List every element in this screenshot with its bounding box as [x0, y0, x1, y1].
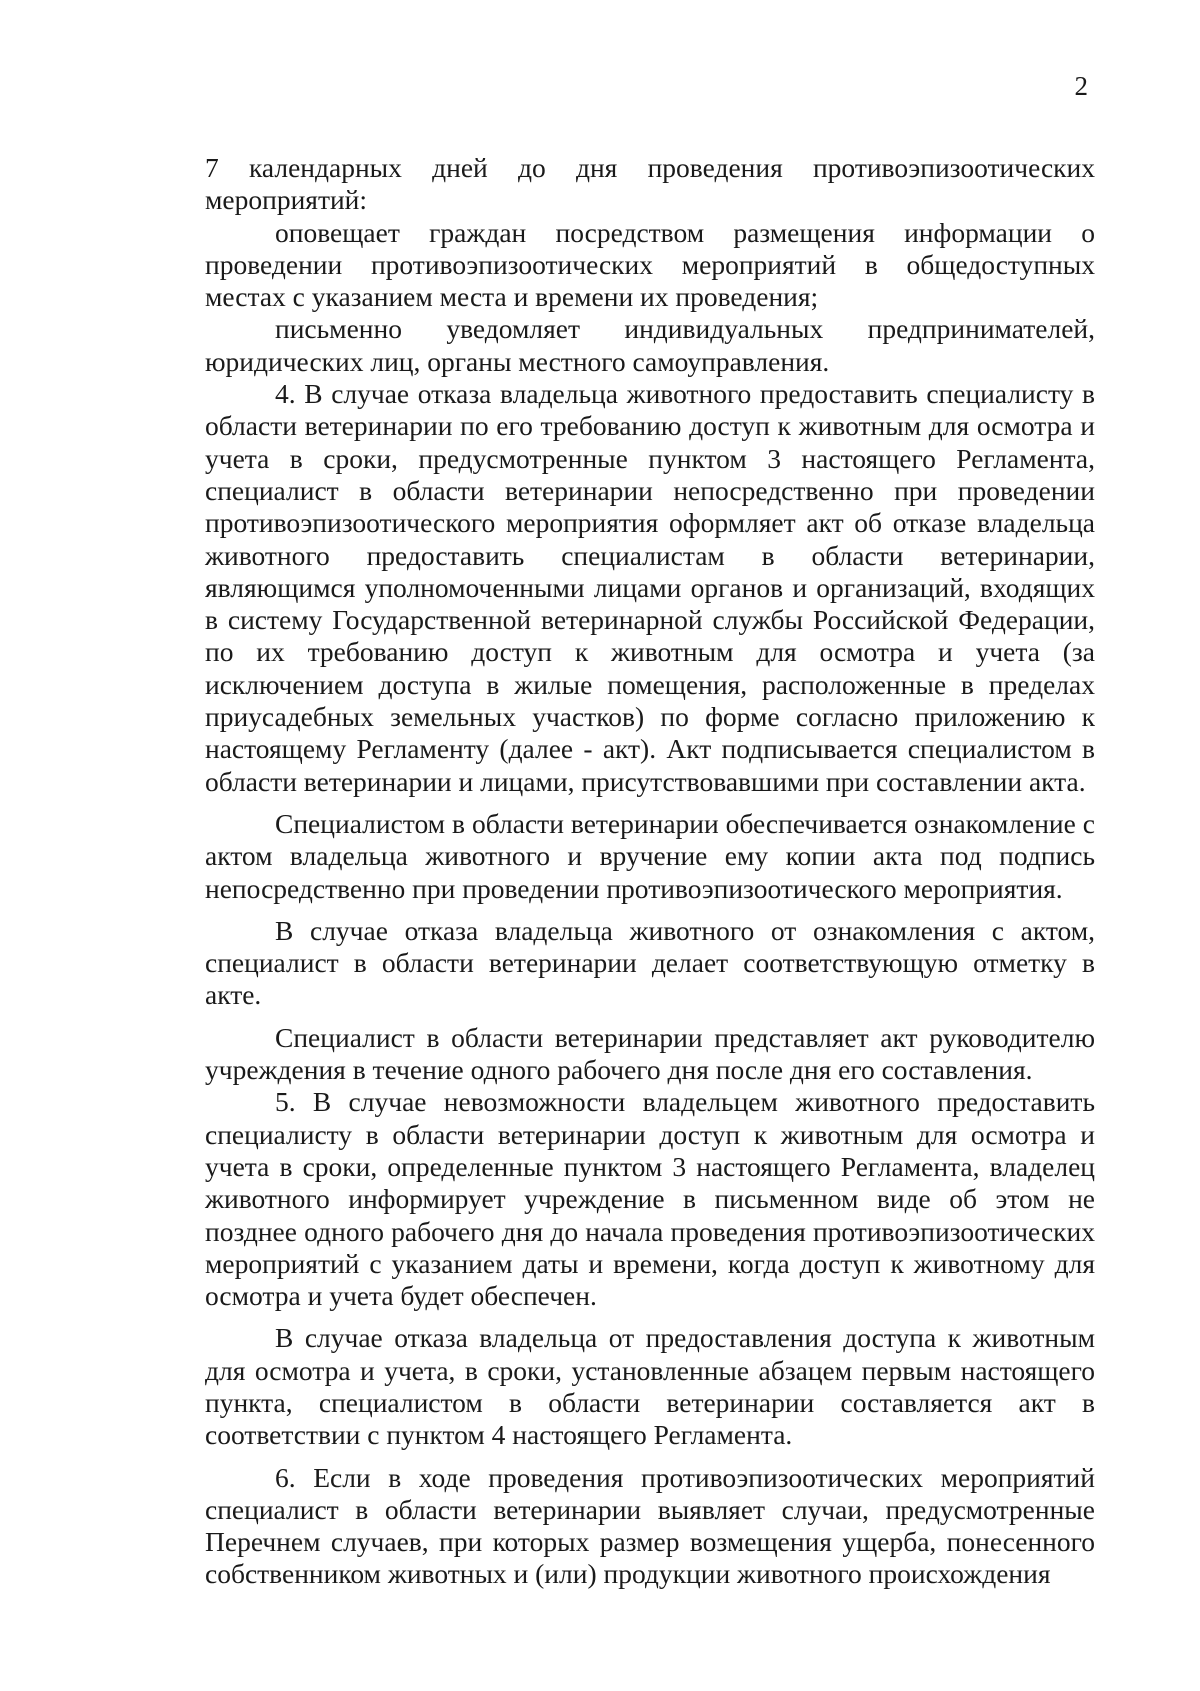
paragraph-refusal-note: В случае отказа владельца животного от ознакомления с актом, специалист в области ветеринарии делает соответствующую отметку в акте.: [205, 914, 1095, 1011]
paragraph-clause-5: 5. В случае невозможности владельцем животного предоставить специалисту в области ветеринарии доступ к животным для осмотра и учета в сроки, определенные пунктом 3 настоящего Регламента, владелец животного информирует учреждение в письменном виде об этом не позднее одного рабочего дня до начала проведения противоэпизоотических мероприятий с указанием даты и времени, когда доступ к животному для осмотра и учета будет обеспечен.: [205, 1086, 1095, 1312]
paragraph-access-refusal: В случае отказа владельца от предоставления доступа к животным для осмотра и учета, в сроки, установленные абзацем первым настоящего пункта, специалистом в области ветеринарии составляется акт в соответствии с пунктом 4 настоящего Регламента.: [205, 1322, 1095, 1451]
paragraph-intro: 7 календарных дней до дня проведения противоэпизоотических мероприятий:: [205, 152, 1095, 216]
paragraph-clause-6: 6. Если в ходе проведения противоэпизоотических мероприятий специалист в области ветеринарии выявляет случаи, предусмотренные Перечнем случаев, при которых размер возмещения ущерба, понесенного собственником животных и (или) продукции животного происхождения: [205, 1461, 1095, 1590]
paragraph-notify-citizens: оповещает граждан посредством размещения информации о проведении противоэпизоотических мероприятий в общедоступных местах с указанием места и времени их проведения;: [205, 216, 1095, 313]
page-number: 2: [1074, 71, 1088, 101]
paragraph-report-to-head: Специалист в области ветеринарии представляет акт руководителю учреждения в течение одного рабочего дня после дня его составления.: [205, 1021, 1095, 1086]
paragraph-clause-4: 4. В случае отказа владельца животного предоставить специалисту в области ветеринарии по его требованию доступ к животным для осмотра и учета в сроки, предусмотренные пунктом 3 настоящего Регламента, специалист в области ветеринарии непосредственно при проведении противоэпизоотического мероприятия оформляет акт об отказе владельца животного предоставить специалистам в области ветеринарии, являющимся уполномоченными лицами органов и организаций, входящих в систему Государственной ветеринарной службы Российской Федерации, по их требованию доступ к животным для осмотра и учета (за исключением доступа в жилые помещения, расположенные в пределах приусадебных земельных участков) по форме согласно приложению к настоящему Регламенту (далее - акт). Акт подписывается специалистом в области ветеринарии и лицами, присутствовавшими при составлении акта.: [205, 378, 1095, 797]
paragraph-acquaintance: Специалистом в области ветеринарии обеспечивается ознакомление с актом владельца животного и вручение ему копии акта под подпись непосредственно при проведении противоэпизоотического мероприятия.: [205, 807, 1095, 904]
paragraph-notify-entities: письменно уведомляет индивидуальных предпринимателей, юридических лиц, органы местного самоуправления.: [205, 313, 1095, 377]
document-body: [205, 152, 1095, 1591]
